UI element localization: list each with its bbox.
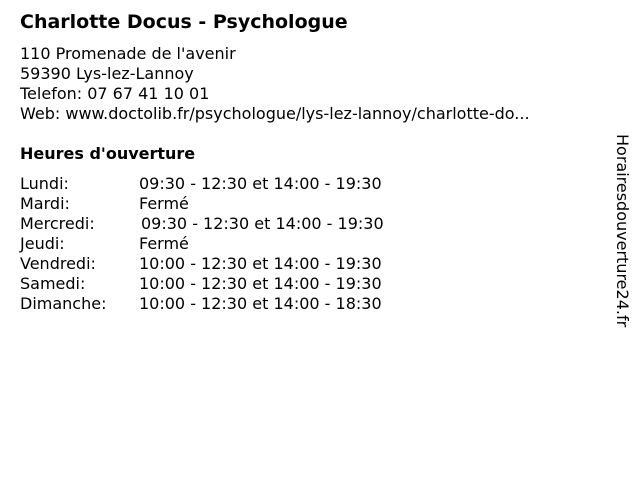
hours-time: Fermé <box>139 194 189 213</box>
address-city: 59390 Lys-lez-Lannoy <box>20 64 194 83</box>
hours-heading: Heures d'ouverture <box>20 144 196 163</box>
business-title: Charlotte Docus - Psychologue <box>20 11 348 33</box>
hours-time: 10:00 - 12:30 et 14:00 - 19:30 <box>139 274 382 293</box>
hours-time: 09:30 - 12:30 et 14:00 - 19:30 <box>141 214 384 233</box>
phone-number: Telefon: 07 67 41 10 01 <box>20 84 210 103</box>
hours-time: 09:30 - 12:30 et 14:00 - 19:30 <box>139 174 382 193</box>
hours-day: Mardi: <box>20 194 70 213</box>
watermark-text: Horairesdouverture24.fr <box>613 134 632 328</box>
hours-day: Mercredi: <box>20 214 95 233</box>
hours-time: 10:00 - 12:30 et 14:00 - 18:30 <box>139 294 382 313</box>
hours-time: 10:00 - 12:30 et 14:00 - 19:30 <box>139 254 382 273</box>
hours-day: Samedi: <box>20 274 86 293</box>
business-contact <box>20 44 530 124</box>
hours-time: Fermé <box>139 234 189 253</box>
address-street: 110 Promenade de l'avenir <box>20 44 236 63</box>
watermark <box>612 134 632 344</box>
hours-day: Dimanche: <box>20 294 107 313</box>
hours-day: Jeudi: <box>20 234 65 253</box>
hours-day: Lundi: <box>20 174 69 193</box>
hours-day: Vendredi: <box>20 254 96 273</box>
website-link[interactable]: Web: www.doctolib.fr/psychologue/lys-lez-lannoy/charlotte-do... <box>20 104 530 123</box>
